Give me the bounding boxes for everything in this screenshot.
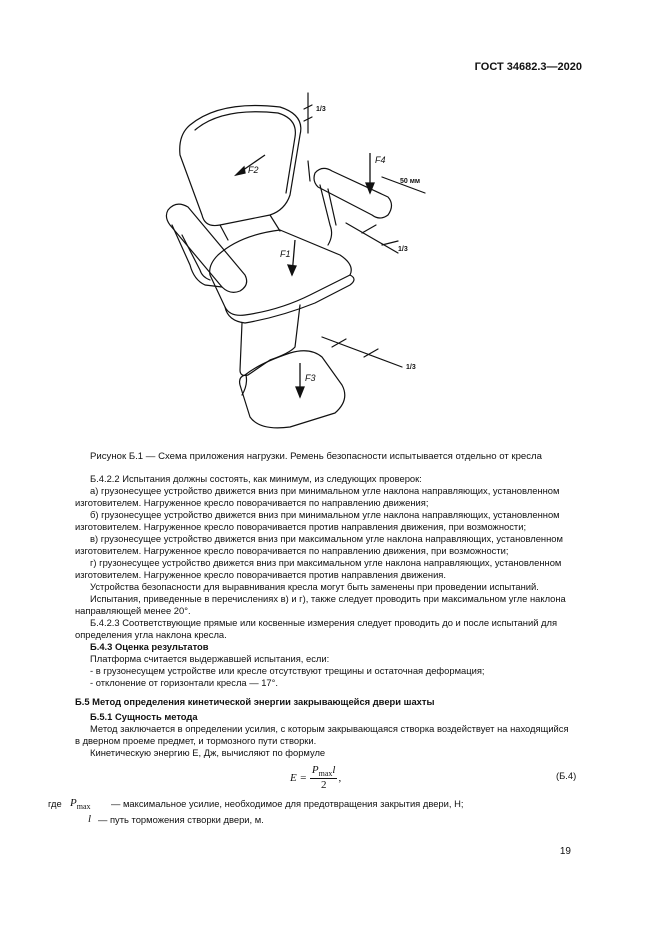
where-sym-pmax <box>70 797 91 813</box>
where-sym-l: l <box>88 813 92 825</box>
load-diagram-figure <box>150 85 430 445</box>
f4-label: F4 <box>375 155 386 165</box>
para-platform: Платформа считается выдержавшей испытания, если: <box>90 653 330 664</box>
formula-lhs: E = <box>290 771 307 784</box>
item-a-line1: а) грузонесущее устройство движется вниз при минимальном угле наклона направляющих, установленном <box>90 485 560 496</box>
energy-formula <box>290 764 342 791</box>
para-b423-line2: определения угла наклона кресла. <box>75 629 227 640</box>
item-b-line2: изготовителем. Нагруженное кресло поворачивается против направления движения, при возможности; <box>75 521 527 532</box>
item-b-line1: б) грузонесущее устройство движется вниз при минимальном угле наклона направляющих, установленном <box>90 509 560 520</box>
f3-label: F3 <box>305 373 316 383</box>
heading-b5: Б.5 Метод определения кинетической энергии закрывающейся двери шахты <box>75 696 435 707</box>
para-method-line1: Метод заключается в определении усилия, с которым закрывающаяся створка воздействует на находящийся <box>90 723 569 734</box>
formula-max: max <box>318 769 333 779</box>
dim-50mm-label: 50 мм <box>400 178 421 185</box>
seat-column <box>240 305 300 375</box>
formula-l: l <box>332 764 336 776</box>
dim-low-label: 1/3 <box>406 364 416 371</box>
list-item-deviation: - отклонение от горизонтали кресла — 17°. <box>90 677 278 688</box>
list-item-cracks: - в грузонесущем устройстве или кресле отсутствуют трещины и остаточная деформация; <box>90 665 485 676</box>
page-number: 19 <box>559 846 571 857</box>
para-method-line2: в дверном проеме предмет, и тормозного пути створки. <box>75 735 317 746</box>
para-energy: Кинетическую энергию Е, Дж, вычисляют по формуле <box>90 747 326 758</box>
para-tests-line2: направляющей менее 20°. <box>75 605 191 616</box>
backrest <box>180 105 301 225</box>
footrest <box>240 351 345 428</box>
f1-label: F1 <box>280 249 291 259</box>
formula-number: (Б.4) <box>556 770 577 781</box>
formula-numerator <box>310 764 338 779</box>
f2-label: F2 <box>248 165 259 175</box>
formula-denominator: 2 <box>320 779 327 792</box>
formula-tail: , <box>338 771 342 784</box>
item-v-line1: в) грузонесущее устройство движется вниз при максимальном угле наклона направляющих, установленном <box>90 533 563 544</box>
para-b422: Б.4.2.2 Испытания должны состоять, как минимум, из следующих проверок: <box>90 473 422 484</box>
chair-drawing <box>150 85 430 445</box>
formula-p: P <box>311 764 319 776</box>
where-max: max <box>76 802 91 812</box>
seat <box>210 230 352 315</box>
where-p: P <box>70 797 77 809</box>
where-def-pmax: — максимальное усилие, необходимое для предотвращения закрытия двери, Н; <box>111 798 464 809</box>
where-word: где <box>48 798 62 809</box>
heading-b43: Б.4.3 Оценка результатов <box>90 641 209 652</box>
item-a-line2: изготовителем. Нагруженное кресло поворачивается по направлению движения; <box>75 497 429 508</box>
heading-b51: Б.5.1 Сущность метода <box>90 711 198 722</box>
document-code: ГОСТ 34682.3—2020 <box>474 61 582 73</box>
para-tests-line1: Испытания, приведенные в перечислениях в) и г), также следует проводить при максимальном угле наклона <box>90 593 566 604</box>
where-def-l: — путь торможения створки двери, м. <box>98 814 264 825</box>
dim-mid-label: 1/3 <box>398 246 408 253</box>
para-b423-line1: Б.4.2.3 Соответствующие прямые или косвенные измерения следует проводить до и после испытаний для <box>90 617 558 628</box>
item-g-line1: г) грузонесущее устройство движется вниз при максимальном угле наклона направляющих, установленном <box>90 557 562 568</box>
item-v-line2: изготовителем. Нагруженное кресло поворачивается по направлению движения, при возможности; <box>75 545 509 556</box>
figure-caption: Рисунок Б.1 — Схема приложения нагрузки. Ремень безопасности испытывается отдельно от кресла <box>90 451 542 462</box>
para-safety-devices: Устройства безопасности для выравнивания кресла могут быть заменены при проведении испытаний. <box>90 581 539 592</box>
item-g-line2: изготовителем. Нагруженное кресло поворачивается против направления движения. <box>75 569 446 580</box>
right-armrest <box>314 168 392 218</box>
dim-top-label: 1/3 <box>316 106 326 113</box>
left-armrest <box>166 204 246 292</box>
